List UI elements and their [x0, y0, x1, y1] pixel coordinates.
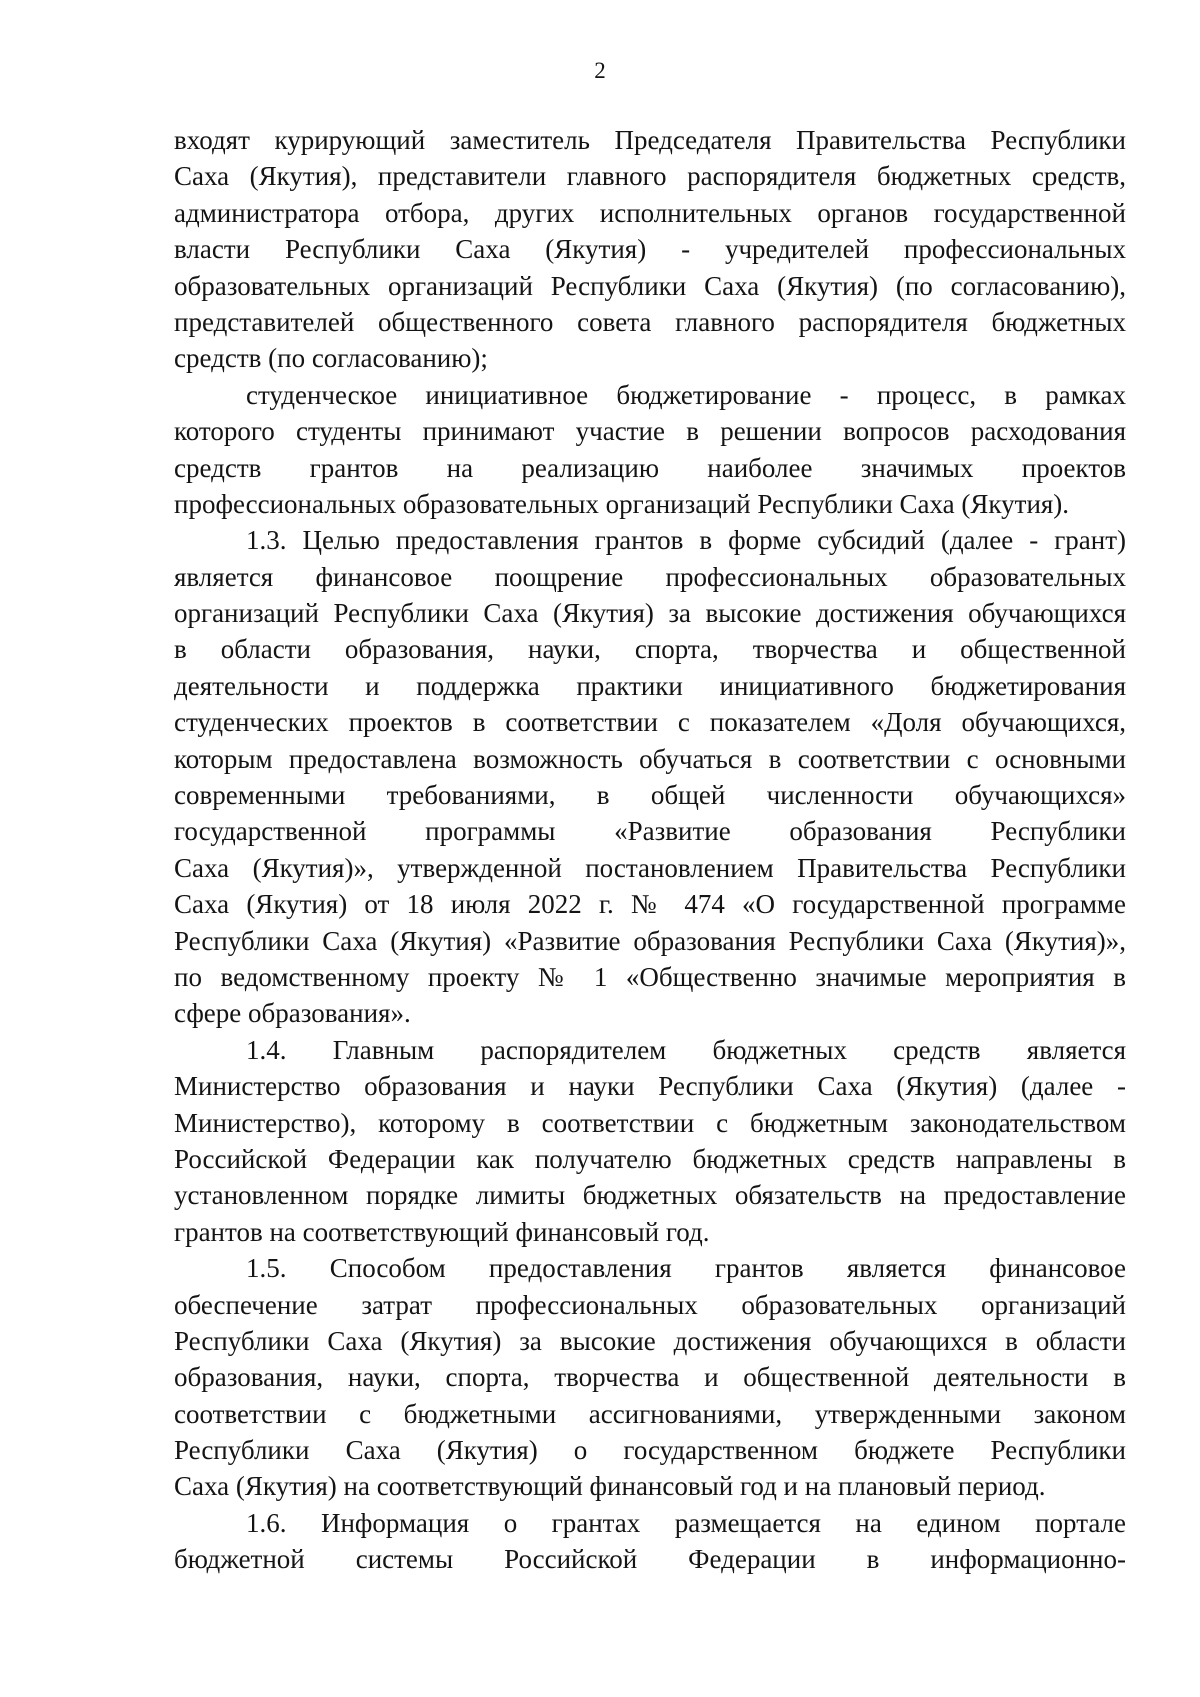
text-line: которым предоставлена возможность обучаться в соответствии с основными	[174, 743, 1126, 774]
text-line: 1.4. Главным распорядителем бюджетных средств является	[246, 1034, 1126, 1065]
text-line: по ведомственному проекту № 1 «Общественно значимые мероприятия в	[174, 961, 1126, 992]
text-line: Республики Саха (Якутия) о государственном бюджете Республики	[174, 1435, 1126, 1466]
text-line: является финансовое поощрение профессиональных образовательных	[174, 561, 1126, 592]
text-line: обеспечение затрат профессиональных образовательных организаций	[174, 1289, 1126, 1320]
text-line: 1.6. Информация о грантах размещается на едином портале	[246, 1507, 1126, 1538]
text-line: Саха (Якутия) на соответствующий финансовый год и на плановый период.	[174, 1471, 1046, 1502]
text-line: власти Республики Саха (Якутия) - учредителей профессиональных	[174, 234, 1126, 265]
text-line: Российской Федерации как получателю бюджетных средств направлены в	[174, 1143, 1126, 1174]
text-line: соответствии с бюджетными ассигнованиями, утвержденными законом	[174, 1398, 1126, 1429]
page-number: 2	[594, 58, 606, 83]
text-line: 1.3. Целью предоставления грантов в форме субсидий (далее - грант)	[246, 525, 1126, 556]
text-line: средств грантов на реализацию наиболее значимых проектов	[174, 452, 1126, 483]
text-line: современными требованиями, в общей численности обучающихся»	[174, 780, 1126, 811]
text-line: образования, науки, спорта, творчества и общественной деятельности в	[174, 1362, 1126, 1393]
text-line: Министерство), которому в соответствии с бюджетным законодательством	[174, 1107, 1126, 1138]
text-line: студенческое инициативное бюджетирование - процесс, в рамках	[246, 379, 1126, 410]
text-line: средств (по согласованию);	[174, 343, 488, 374]
text-line: бюджетной системы Российской Федерации в информационно-	[174, 1544, 1126, 1575]
text-line: Республики Саха (Якутия) «Развитие образования Республики Саха (Якутия)»,	[174, 925, 1126, 956]
text-line: Республики Саха (Якутия) за высокие достижения обучающихся в области	[174, 1325, 1126, 1356]
text-line: организаций Республики Саха (Якутия) за высокие достижения обучающихся	[174, 598, 1126, 629]
text-line: грантов на соответствующий финансовый год.	[174, 1216, 710, 1247]
document-body	[174, 122, 1126, 1578]
text-line: Саха (Якутия)», утвержденной постановлением Правительства Республики	[174, 852, 1126, 883]
text-line: образовательных организаций Республики Саха (Якутия) (по согласованию),	[174, 270, 1126, 301]
text-line: студенческих проектов в соответствии с показателем «Доля обучающихся,	[174, 707, 1126, 738]
text-line: представителей общественного совета главного распорядителя бюджетных	[174, 306, 1126, 337]
text-line: Саха (Якутия) от 18 июля 2022 г. № 474 «О государственной программе	[174, 889, 1126, 920]
text-line: сфере образования».	[174, 998, 411, 1029]
text-line: деятельности и поддержка практики инициативного бюджетирования	[174, 670, 1126, 701]
text-line: входят курирующий заместитель Председателя Правительства Республики	[174, 125, 1126, 155]
text-line: в области образования, науки, спорта, творчества и общественной	[174, 634, 1126, 665]
text-line: профессиональных образовательных организаций Республики Саха (Якутия).	[174, 488, 1070, 519]
text-line: Саха (Якутия), представители главного распорядителя бюджетных средств,	[174, 161, 1126, 192]
text-line: установленном порядке лимиты бюджетных обязательств на предоставление	[174, 1180, 1126, 1211]
text-line: государственной программы «Развитие образования Республики	[174, 816, 1126, 847]
text-line: Министерство образования и науки Республики Саха (Якутия) (далее -	[174, 1071, 1126, 1102]
text-line: администратора отбора, других исполнительных органов государственной	[174, 197, 1126, 228]
text-line: которого студенты принимают участие в решении вопросов расходования	[174, 416, 1126, 447]
text-line: 1.5. Способом предоставления грантов является финансовое	[246, 1253, 1126, 1284]
